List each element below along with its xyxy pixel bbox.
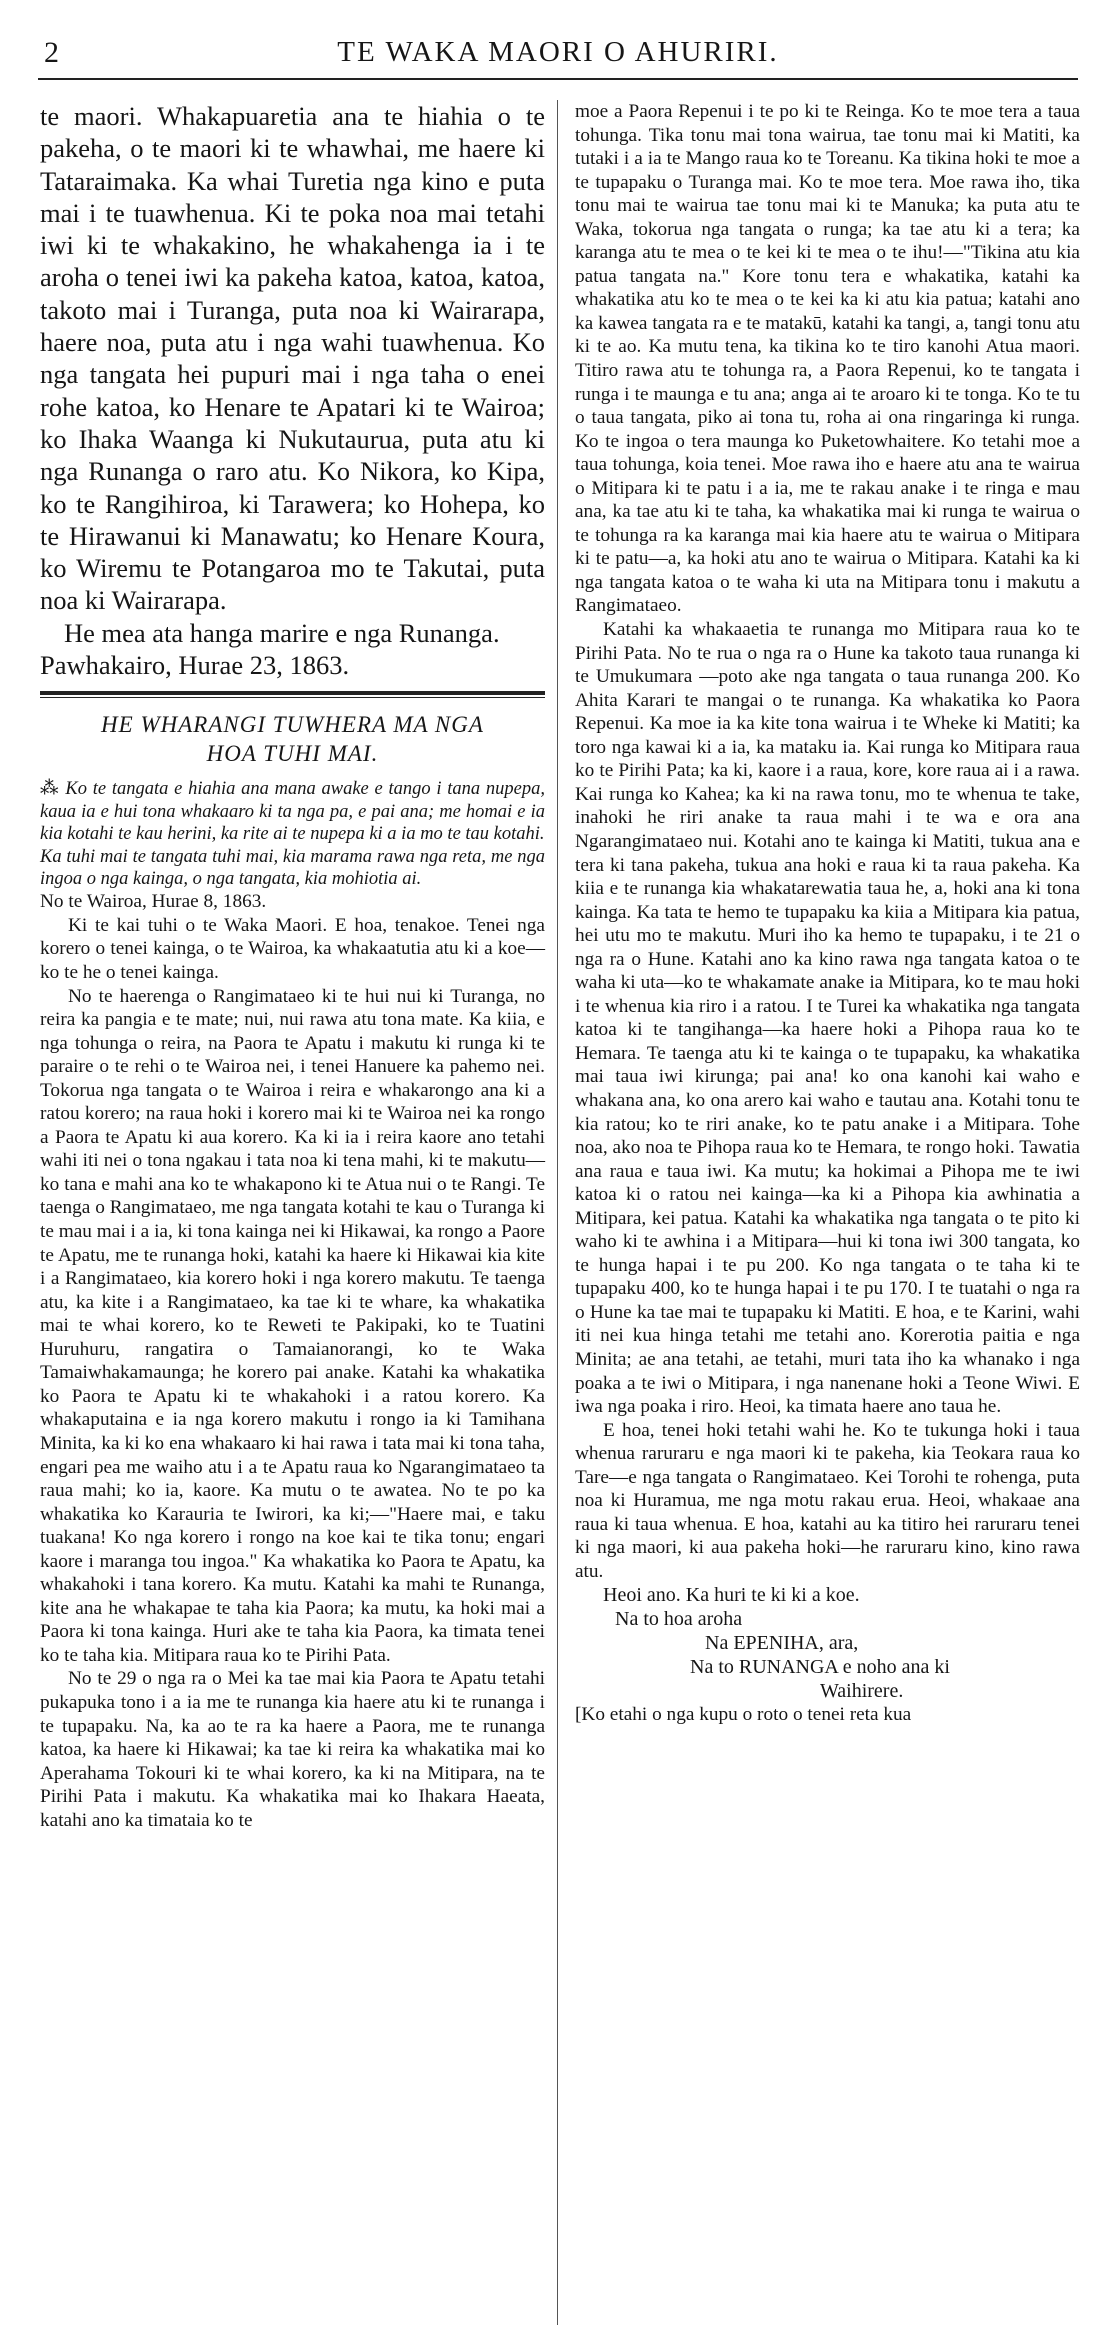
signoff-line: Heoi ano. Ka huri te ki ki a koe. [603,1584,860,1607]
editor-note-paragraph: Ka tuhi mai te tangata tuhi mai, kia marama rawa nga reta, me nga ingoa o nga kainga, o nga tangata, kia mohiotia ai. [40,846,545,889]
page-header [38,22,1078,72]
letter-paragraph: No te haerenga o Rangimataeo ki te hui nui ki Turanga, no reira ka pangia e te mate; nui, nui rawa atu tona mate. Ka kiia, e nga tohunga o reira, na Paora te Apatu i makutu ki runga ki te paraire o te rehi o te Wairoa nei, i tenei Hanuere ka pahemo nei. Tokorua nga tangata o te Wairoa i reira e whakarongo ana ki a ratou korero; na raua hoki i korero mai ki te Wairoa nei ka rongo a Paora te Apatu ki aua korero. Ka ki ia i reira kaore ano tetahi wahi iti nei o tona ngakau i tata noa ki tena mahi, ki te makutu—ko tana e mahi ana ko te whakapono ki te Atua nui o te Rangi. Te taenga o Rangimataeo, me nga tangata kotahi te kau o Turanga ki te mau mai i a ia, ki tona kainga nei ki Hikawai, ka rongo a Paore te Apatu, me te runanga hoki, katahi ka haere ki Hikawai kia kite i a Rangimataeo, kia korero hoki i nga korero makutu. Te taenga atu, ka kite i a Rangimataeo, ka tae ki te whare, ka whakatika mai te whai korero, ko te Reweti te Pakipaki, ko te Tuatini Huruhuru, rangatira o Tamaianorangi, ko te Waka Tamaiwhakamaunga; he korero pai anake. Katahi ka whakatika ko Paora te Apatu ki te whakahoki i a ratou korero. Ka whakaputaina e ia nga korero makutu i rongo ia ki Tamihana Minita, ka ki ko ena whakaaro ki hai rawa i tata mai ki tona taha, engari pea me waiho atu i a te Apatu raua ko Ngarangimataeo ta raua mahi; ko ia, kaore. Ka mutu o te awatea. No te po ka whakatika ko Karauria te Iwirori, ka ki;—"Haere mai, e taku tuakana! Ko nga korero i rongo na koe kai te tika tonu; engari kaore i maranga tou ingoa." Ka whakatika ko Paora te Apatu, ka whakahoki i tana korero. Ka mutu. Katahi ka mahi te Runanga, kite ana he whakapae te taha kia Paora; ka mutu, ka hoki mai a Paora ki tona kainga. Huri ake te taha kia Paora, ka timata tenei ko te taha kia. Mitipara raua ko te Pirihi Pata. [40,985,545,1666]
letter-paragraph: moe a Paora Repenui i te po ki te Reinga. Ko te moe tera a taua tohunga. Tika tonu mai tona wairua, tae tonu mai ki Matiti, ka tutaki i a ia te Mango raua ko te Toreanu. Ka tikina hoki te moe a te tupapaku o Turanga mai. Ko te moe tera. Moe rawa iho, tika tonu mai te wairua tae tonu mai ki te Manuka; ka puta atu te Waka, tokorua nga tangata o runga; ka tae atu ki a tera; ka karanga atu te mea o te kei ki te mea o te ihu!—"Tikina atu kia patua tangata na." Kore tonu tera e whakatika, katahi ka whakatika atu ko te mea o te kei ka ki atu kia patua; katahi ano ka kawea tangata ra e te matakū, katahi ka tangi, a, tangi tonu atu ki te ao. Ka mutu tena, ka tikina ko te tiro kanohi Atua maori. Titiro rawa atu te tohunga ra, a Paora Repenui, ko te tangata i runga i te maunga e tu ana; anga ai te aroaro ki te tonga. Ko te tu o taua tangata, piko ai tona tu, roha ai ona ringaringa ki runga. Ko te ingoa o tera maunga ko Puketowhaitere. Ko tetahi moe a taua tohunga, koia tenei. Moe rawa iho e haere atu ana te wairua o Mitipara ki te patu i a ia, me te rakau anake i te ringa e mau ana, ka tae atu ki te taha, ka whakatika mai ki runga te wairua o te tohunga ra ka karanga mai kia haere atu te wairua o Mitipara ki te patu—a, ka hoki atu ano te wairua o Mitipara. Katahi ka ki nga tangata katoa o te waha ki uta na Mitipara tonu i makutu a Rangimataeo. [575,101,1080,617]
letter-paragraph: Katahi ka whakaaetia te runanga mo Mitipara raua ko te Pirihi Pata. No te rua o nga ra o Hune ka takoto taua runanga ki te Umukumara —poto ake nga tangata o taua runanga 200. Ko Ahita Karari te mangai o te runanga. Ka whakatika ko Paora Repenui. Ka moe ia ka kite tona wairua i te Wheke ki Matiti; ka toro nga kawai ki a ia, ka mataku ia. Kai runga ko Mitipara raua ko te Pirihi Pata; ka ki, kaore i a raua, kore, kore raua ai i a rawa. Kai runga ko Kahea; ka ki na rawa tonu, mo te whenua te take, inahoki he riri anake ta raua mahi i te wa e ora ana Ngarangimataeo nui. Kotahi ano te kainga ki Matiti, tukua ana e tera ki tana pakeha, tukua ana hoki e raua ki ta raua pakeha. Ka kiia e te runanga kia whakatarewatia taua he, a, hoki ana ki tona kainga. Ka tata te hemo te tupapaku ka kiia a Mitipara kia patua, hei utu mo te makutu. Muri iho ka hemo te tupapaku, i te 21 o nga ra o Hune. Katahi ano ka kino rawa nga tangata katoa o te waha ki uta—ko te whakamate anake ia Mitipara, ko te mau hoki i te whenua kia riro i a ratou. I te Turei ka whakatika nga tangata katoa ki te tangihanga—ka haere hoki a Pihopa raua ko te Hemara. Te taenga atu ki te kainga o te tupapaku, ka whakatika mai taua iwi kirunga; pai ana! ko ona kanohi kai waho e whakana ana, ko ona arero kai waho e tautau ana. Kotahi tonu te kia ratou; ko te riri anake, ko te patu anake i a Mitipara. Tohe noa, ako noa te Pihopa raua ko te Hemara, te rongo hoki. Tawatia ana raua e taua iwi. Ka mutu; ka hokimai a Pihopa me te iwi katoa ki o ratou nei kainga—ka ki a Pihopa kia awhinatia a Mitipara, kei patua. Katahi ka whakatika nga tangata o te pito ki waho ki te awhina i a Mitipara—hui ki tona iwi 300 tangata, ko te hunga hapai i te pu 200. Ko nga tangata o te taha ki te tupapaku 400, ko te hunga hapai i te pu 170. I te tuatahi o nga ra o Hune ka tae mai te tupapaku ki Matiti. E hoa, e te Karini, wahi iti nei kua hinga tetahi me tetahi ano. Korerotia paitia e nga Minita; ae ana tetahi, ae tetahi, muri tata iho ka whanako i nga poaka a te iwi o Mitipara, i nga nanenane hoki a Teone Wiwi. E iwa nga poaka i riro. Heoi, ka timata haere ano taua he. [575,619,1080,1418]
header-rule [38,78,1078,80]
editor-note-paragraph: ⁂ Ko te tangata e hiahia ana mana awake e tango i tana nupepa, kaua ia e hui tona whakaaro ki ta nga pa, e pai ana; me homai e ia kia kotahi te kau herini, ka rite ai te nupepa ki a ia mo te tau kotahi. [40,779,545,845]
signoff-line: Na to RUNANGA e noho ana ki [690,1656,950,1679]
newspaper-title: TE WAKA MAORI O AHURIRI. [337,36,779,68]
section-title [40,710,545,768]
letter-paragraph: E hoa, tenei hoki tetahi wahi he. Ko te tukunga hoki i taua whenua raruraru e nga maori ki te pakeha, kia Teokara raua ko Tare—e nga tangata o Rangimataeo. Kei Torohi te rohenga, puta noa ki Huramua, me nga motu rakau erua. Heoi, whakaae ana raua ki taua whenua. E hoa, katahi au ka titiro hei raruraru tenei ki nga maori, ki aua pakeha hoki—he raruraru kino, kino rawa atu. [575,1419,1080,1582]
column-divider [557,100,558,2325]
signoff-line: Na EPENIHA, ara, [705,1632,859,1655]
section-title-line: HOA TUHI MAI. [206,741,379,767]
left-column [40,100,545,1832]
editor-closing-note: [Ko etahi o nga kupu o roto o tenei reta kua [575,1704,912,1726]
signoff-line: Na to hoa aroha [615,1608,743,1631]
letter-body [40,890,545,1832]
letter-paragraph: No te 29 o nga ra o Mei ka tae mai kia Paora te Apatu tetahi pukapuka tono i a ia me te runanga kia haere atu ki te runanga i te tupapaku. Na, ka ao te ra ka haere a Paora, me te runanga katoa, ka haere ki Hikawai; ka tae ki reira ka whakatika mai ko Aperahama Tokouri ki te whai korero, ka ki na Mitipara, na te Pirihi Pata i makutu. Ka whakatika mai ko Ihakara Haeata, katahi ano ka timataia ko te [40,1668,545,1831]
letter-signoff [575,1583,1080,1703]
article-paragraph: He mea ata hanga marire e nga Runanga. [64,617,500,648]
letter-place-date: No te Wairoa, Hurae 8, 1863. [40,891,267,913]
signoff-line: Waihirere. [820,1680,904,1703]
section-title-line: HE WHARANGI TUWHERA MA NGA [101,712,484,738]
editor-note [40,778,545,890]
article-dateline: Pawhakairo, Hurae 23, 1863. [40,650,350,681]
section-rule-thin [40,697,545,698]
letter-paragraph: Ki te kai tuhi o te Waka Maori. E hoa, tenakoe. Tenei nga korero o tenei kainga, o te Wairoa, ka whakaatutia atu ki a koe—ko te he o tenei kainga. [40,914,545,984]
page-number: 2 [44,36,59,69]
right-column [575,100,1080,1727]
article-paragraph: te maori. Whakapuaretia ana te hiahia o te pakeha, o te maori ki te whawhai, me haere ki Tataraimaka. Ka whai Turetia nga kino e puta mai i te tuawhenua. Ki te poka noa mai tetahi iwi ki te whakakino, he whakahenga ia i te aroha o tenei iwi ka pakeha katoa, katoa, katoa, takoto mai i Turanga, puta noa ki Wairarapa, haere noa, puta atu i nga wahi tuawhenua. Ko nga tangata hei pupuri mai i nga taha o enei rohe katoa, ko Henare te Apatari ki te Wairoa; ko Ihaka Waanga ki Nukutaurua, puta atu ki nga Runanga o raro atu. Ko Nikora, ko Kipa, ko te Rangihiroa, ki Tarawera; ko Hohepa, ko te Hirawanui ki Manawatu; ko Henare Koura, ko Wiremu te Potangaroa mo te Takutai, puta noa ki Wairarapa. [40,101,545,616]
section-rule-thick [40,691,545,695]
